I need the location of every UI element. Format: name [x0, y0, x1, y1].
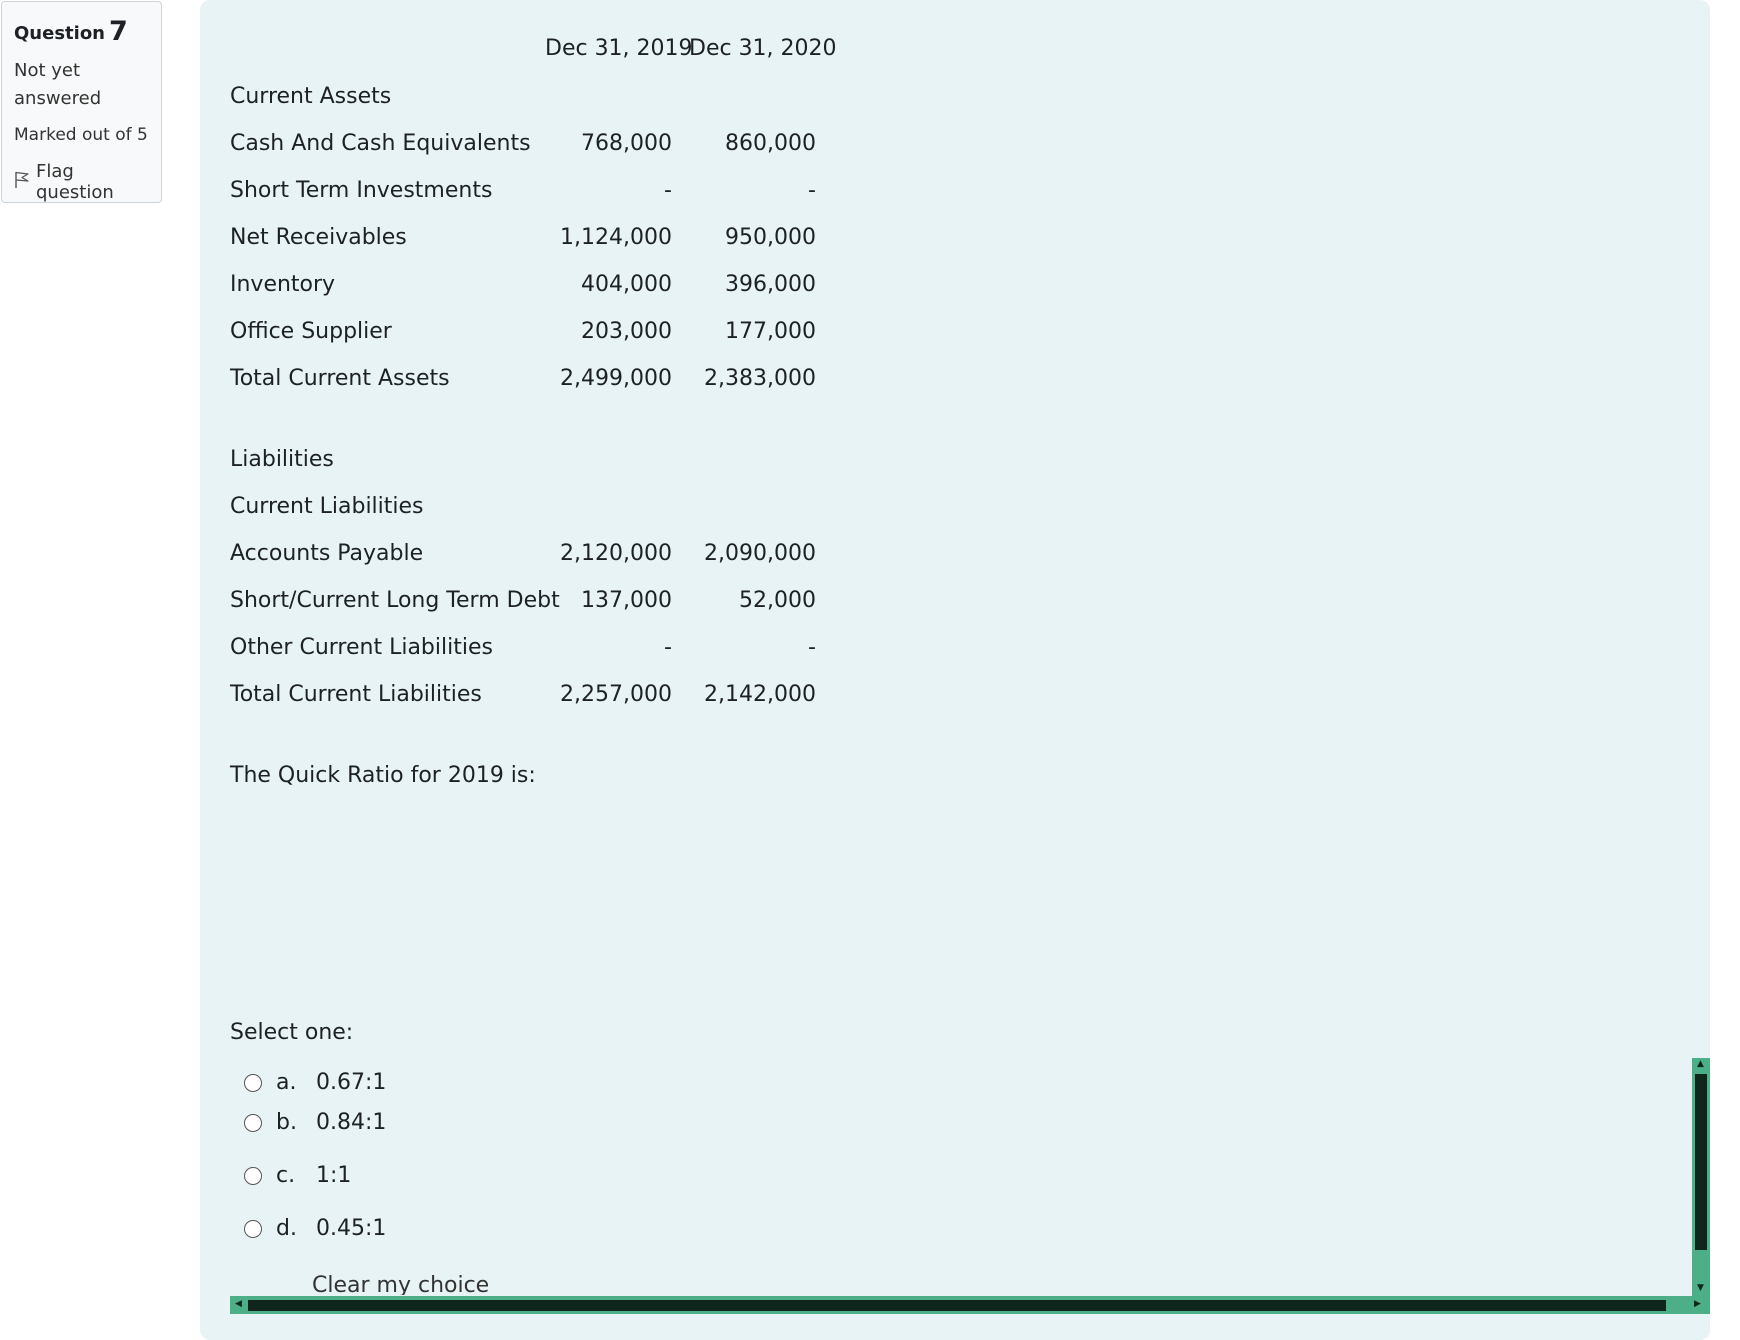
- option-d[interactable]: [244, 1216, 386, 1241]
- value-2019: 768,000: [581, 131, 672, 156]
- value-2019: -: [664, 178, 672, 203]
- value-2019: -: [664, 635, 672, 660]
- table-row-label: Total Current Liabilities: [230, 682, 482, 707]
- table-row-label: Current Liabilities: [230, 494, 424, 519]
- table-row-label: Current Assets: [230, 84, 392, 109]
- table-row-label: Office Supplier: [230, 319, 392, 344]
- question-text: The Quick Ratio for 2019 is:: [230, 763, 536, 788]
- option-text: 1:1: [316, 1163, 352, 1188]
- question-number: 7: [109, 16, 128, 47]
- option-letter: c.: [276, 1163, 296, 1188]
- option-b[interactable]: [244, 1110, 386, 1135]
- value-2020: 950,000: [725, 225, 816, 250]
- value-2019: 2,120,000: [560, 541, 672, 566]
- value-2019: 2,257,000: [560, 682, 672, 707]
- value-2019: 203,000: [581, 319, 672, 344]
- table-row-label: Inventory: [230, 272, 336, 297]
- value-2019: 2,499,000: [560, 366, 672, 391]
- value-2020: 2,090,000: [704, 541, 816, 566]
- option-c[interactable]: [244, 1163, 351, 1188]
- table-row-label: Cash And Cash Equivalents: [230, 131, 531, 156]
- flag-question-label: Flag question: [36, 161, 114, 203]
- table-row-label: Other Current Liabilities: [230, 635, 493, 660]
- value-2019: 137,000: [581, 588, 672, 613]
- option-b-radio[interactable]: [244, 1114, 262, 1132]
- table-row-label: Net Receivables: [230, 225, 407, 250]
- scroll-up-icon[interactable]: ▲: [1697, 1059, 1704, 1069]
- question-label: Question: [14, 23, 105, 44]
- value-2020: 177,000: [725, 319, 816, 344]
- option-text: 0.45:1: [316, 1216, 387, 1241]
- option-letter: a.: [276, 1070, 297, 1095]
- vertical-scrollbar[interactable]: [1692, 1058, 1710, 1296]
- value-2019: 404,000: [581, 272, 672, 297]
- option-d-radio[interactable]: [244, 1220, 262, 1238]
- table-row-label: Liabilities: [230, 447, 334, 472]
- question-state: Not yet answered: [14, 60, 102, 109]
- value-2020: -: [808, 635, 816, 660]
- table-row-label: Total Current Assets: [230, 366, 450, 391]
- option-text: 0.67:1: [316, 1070, 387, 1095]
- col-header-2019: Dec 31, 2019: [545, 36, 693, 61]
- option-a-radio[interactable]: [244, 1074, 262, 1092]
- question-content: [200, 0, 1710, 1340]
- vertical-scroll-thumb[interactable]: [1695, 1074, 1707, 1250]
- value-2020: 860,000: [725, 131, 816, 156]
- flag-question-button[interactable]: [14, 161, 149, 203]
- value-2020: 2,383,000: [704, 366, 816, 391]
- question-grade: Marked out of 5: [14, 125, 148, 145]
- option-c-radio[interactable]: [244, 1167, 262, 1185]
- table-row-label: Short/Current Long Term Debt: [230, 588, 560, 613]
- value-2020: 2,142,000: [704, 682, 816, 707]
- value-2020: 396,000: [725, 272, 816, 297]
- horizontal-scrollbar[interactable]: [230, 1296, 1710, 1314]
- value-2020: 52,000: [739, 588, 816, 613]
- value-2020: -: [808, 178, 816, 203]
- value-2019: 1,124,000: [560, 225, 672, 250]
- table-row-label: Short Term Investments: [230, 178, 493, 203]
- option-a[interactable]: [244, 1070, 386, 1095]
- scroll-right-icon[interactable]: ▶: [1694, 1299, 1701, 1309]
- option-text: 0.84:1: [316, 1110, 387, 1135]
- question-title: [14, 16, 149, 47]
- scroll-left-icon[interactable]: ◀: [235, 1299, 242, 1309]
- horizontal-scroll-thumb[interactable]: [248, 1300, 1666, 1311]
- col-header-2020: Dec 31, 2020: [689, 36, 837, 61]
- option-letter: d.: [276, 1216, 297, 1241]
- scroll-down-icon[interactable]: ▼: [1697, 1283, 1704, 1293]
- option-letter: b.: [276, 1110, 297, 1135]
- select-one-label: Select one:: [230, 1020, 354, 1045]
- table-row-label: Accounts Payable: [230, 541, 424, 566]
- clear-choice-link[interactable]: Clear my choice: [312, 1273, 490, 1295]
- flag-icon: [14, 171, 30, 194]
- question-info-panel: [1, 1, 162, 203]
